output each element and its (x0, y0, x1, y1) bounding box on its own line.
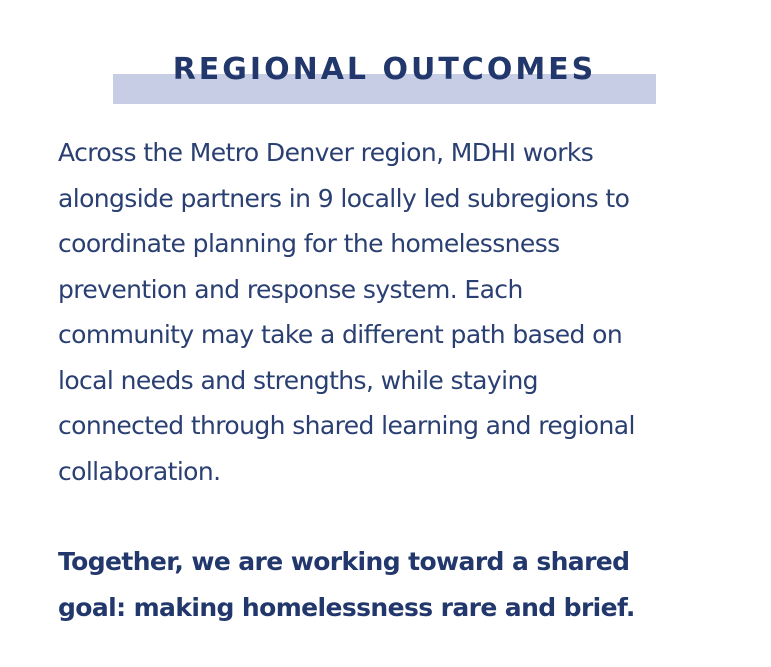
body-line: prevention and response system. Each (58, 274, 523, 304)
section-heading (113, 48, 656, 108)
closing-line: Together, we are working toward a shared (58, 547, 630, 576)
closing-statement (58, 539, 718, 630)
body-line: local needs and strengths, while staying (58, 365, 538, 395)
closing-line: goal: making homelessness rare and brief. (58, 592, 635, 622)
body-line: connected through shared learning and regional (58, 411, 635, 440)
section-title: REGIONAL OUTCOMES (172, 52, 597, 87)
body-line: collaboration. (58, 456, 221, 486)
body-line: coordinate planning for the homelessness (58, 229, 560, 258)
body-line: Across the Metro Denver region, MDHI works (58, 138, 594, 167)
body-paragraph (58, 130, 738, 494)
body-line: alongside partners in 9 locally led subregions to (58, 183, 630, 213)
body-line: community may take a different path based on (58, 320, 623, 349)
